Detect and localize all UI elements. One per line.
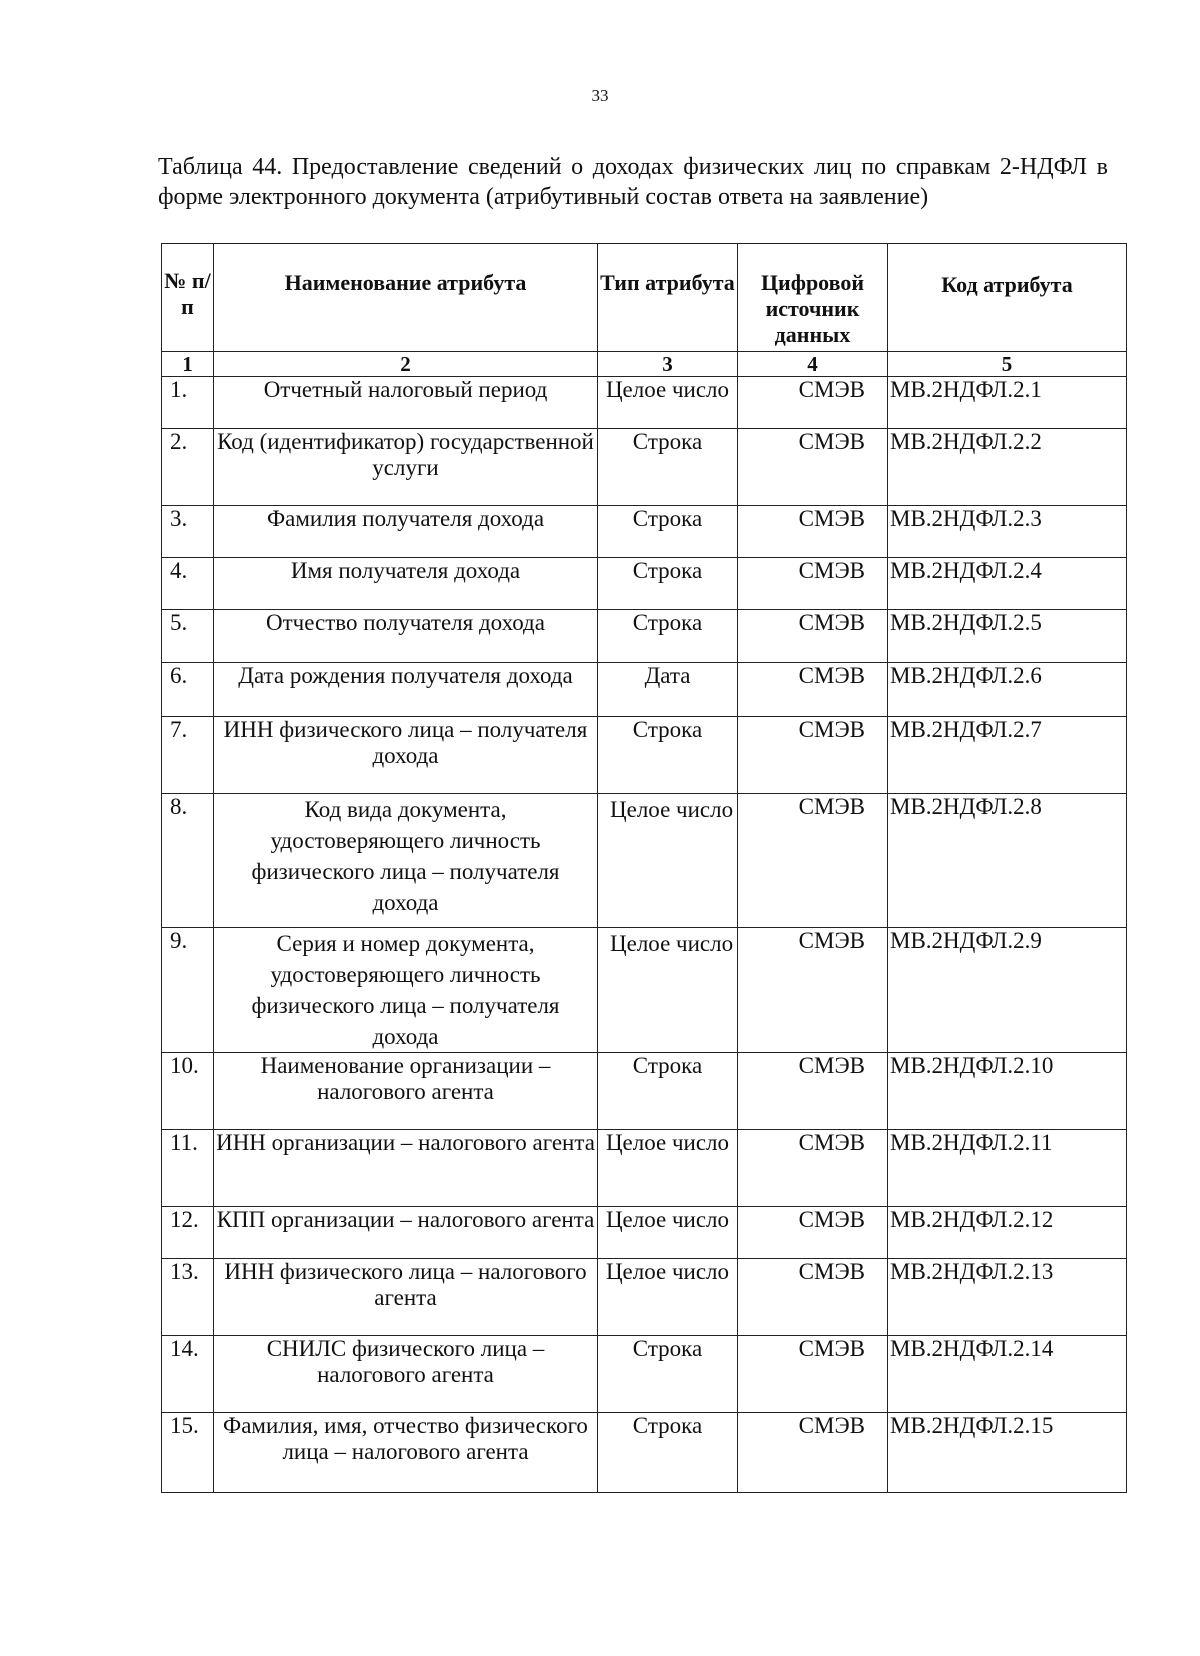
row-num: 11. bbox=[162, 1130, 214, 1207]
header-num: № п/п bbox=[162, 244, 214, 352]
row-name: ИНН физического лица – получателя дохода bbox=[214, 717, 598, 794]
column-index: 5 bbox=[888, 352, 1127, 377]
row-code: МВ.2НДФЛ.2.11 bbox=[888, 1130, 1127, 1207]
row-name: Серия и номер документа, удостоверяющего личность физического лица – получателя дохода bbox=[214, 928, 598, 1053]
row-num: 1. bbox=[162, 377, 214, 429]
row-num: 3. bbox=[162, 506, 214, 558]
table-row bbox=[162, 794, 1127, 928]
row-num: 9. bbox=[162, 928, 214, 1053]
row-source: СМЭВ bbox=[738, 377, 888, 429]
row-num: 13. bbox=[162, 1259, 214, 1336]
row-type: Дата bbox=[598, 663, 738, 717]
row-type: Целое число bbox=[598, 377, 738, 429]
column-index: 1 bbox=[162, 352, 214, 377]
row-num: 7. bbox=[162, 717, 214, 794]
row-num: 12. bbox=[162, 1207, 214, 1259]
row-source: СМЭВ bbox=[738, 1259, 888, 1336]
table-row bbox=[162, 1413, 1127, 1493]
table-row bbox=[162, 377, 1127, 429]
row-name: Дата рождения получателя дохода bbox=[214, 663, 598, 717]
table-row bbox=[162, 1207, 1127, 1259]
row-name: Фамилия получателя дохода bbox=[214, 506, 598, 558]
row-type: Строка bbox=[598, 558, 738, 610]
row-code: МВ.2НДФЛ.2.12 bbox=[888, 1207, 1127, 1259]
table-row bbox=[162, 558, 1127, 610]
row-num: 14. bbox=[162, 1336, 214, 1413]
attribute-table-container bbox=[161, 243, 1127, 1493]
page-number: 33 bbox=[591, 86, 609, 105]
table-row bbox=[162, 663, 1127, 717]
row-name: Имя получателя дохода bbox=[214, 558, 598, 610]
row-source: СМЭВ bbox=[738, 1413, 888, 1493]
row-name: КПП организации – налогового агента bbox=[214, 1207, 598, 1259]
row-source: СМЭВ bbox=[738, 1207, 888, 1259]
row-code: МВ.2НДФЛ.2.5 bbox=[888, 610, 1127, 663]
row-code: МВ.2НДФЛ.2.10 bbox=[888, 1053, 1127, 1130]
row-num: 15. bbox=[162, 1413, 214, 1493]
row-num: 10. bbox=[162, 1053, 214, 1130]
table-row bbox=[162, 610, 1127, 663]
table-row bbox=[162, 429, 1127, 506]
row-source: СМЭВ bbox=[738, 928, 888, 1053]
row-source: СМЭВ bbox=[738, 1053, 888, 1130]
row-type: Строка bbox=[598, 1053, 738, 1130]
header-name: Наименование атрибута bbox=[214, 244, 598, 352]
row-num: 8. bbox=[162, 794, 214, 928]
table-row bbox=[162, 506, 1127, 558]
row-type: Целое число bbox=[598, 1207, 738, 1259]
row-name: ИНН физического лица – налогового агента bbox=[214, 1259, 598, 1336]
row-type: Строка bbox=[598, 610, 738, 663]
table-row bbox=[162, 1053, 1127, 1130]
attribute-table bbox=[161, 243, 1127, 1493]
row-type: Строка bbox=[598, 1413, 738, 1493]
row-name: Наименование организации – налогового агента bbox=[214, 1053, 598, 1130]
row-type: Строка bbox=[598, 1336, 738, 1413]
row-code: МВ.2НДФЛ.2.9 bbox=[888, 928, 1127, 1053]
row-source: СМЭВ bbox=[738, 1130, 888, 1207]
table-row bbox=[162, 1130, 1127, 1207]
row-source: СМЭВ bbox=[738, 1336, 888, 1413]
row-name: СНИЛС физического лица – налогового агента bbox=[214, 1336, 598, 1413]
row-source: СМЭВ bbox=[738, 610, 888, 663]
row-source: СМЭВ bbox=[738, 717, 888, 794]
row-name: Отчетный налоговый период bbox=[214, 377, 598, 429]
row-code: МВ.2НДФЛ.2.4 bbox=[888, 558, 1127, 610]
column-index-row bbox=[162, 352, 1127, 377]
row-code: МВ.2НДФЛ.2.13 bbox=[888, 1259, 1127, 1336]
row-code: МВ.2НДФЛ.2.3 bbox=[888, 506, 1127, 558]
row-type: Целое число bbox=[598, 1130, 738, 1207]
row-type: Строка bbox=[598, 506, 738, 558]
row-type: Целое число bbox=[598, 1259, 738, 1336]
row-type: Целое число bbox=[598, 794, 738, 928]
row-name: ИНН организации – налогового агента bbox=[214, 1130, 598, 1207]
row-code: МВ.2НДФЛ.2.8 bbox=[888, 794, 1127, 928]
row-code: МВ.2НДФЛ.2.14 bbox=[888, 1336, 1127, 1413]
row-code: МВ.2НДФЛ.2.1 bbox=[888, 377, 1127, 429]
row-name: Код вида документа, удостоверяющего личность физического лица – получателя дохода bbox=[214, 794, 598, 928]
row-source: СМЭВ bbox=[738, 663, 888, 717]
row-source: СМЭВ bbox=[738, 794, 888, 928]
row-source: СМЭВ bbox=[738, 506, 888, 558]
row-source: СМЭВ bbox=[738, 558, 888, 610]
table-row bbox=[162, 1259, 1127, 1336]
header-row bbox=[162, 244, 1127, 352]
row-num: 2. bbox=[162, 429, 214, 506]
row-type: Целое число bbox=[598, 928, 738, 1053]
column-index: 2 bbox=[214, 352, 598, 377]
row-type: Строка bbox=[598, 717, 738, 794]
row-num: 4. bbox=[162, 558, 214, 610]
column-index: 3 bbox=[598, 352, 738, 377]
row-code: МВ.2НДФЛ.2.2 bbox=[888, 429, 1127, 506]
row-code: МВ.2НДФЛ.2.15 bbox=[888, 1413, 1127, 1493]
row-name: Код (идентификатор) государственной услуги bbox=[214, 429, 598, 506]
row-name: Отчество получателя дохода bbox=[214, 610, 598, 663]
table-row bbox=[162, 928, 1127, 1053]
header-type: Тип атрибута bbox=[598, 244, 738, 352]
row-code: МВ.2НДФЛ.2.6 bbox=[888, 663, 1127, 717]
row-code: МВ.2НДФЛ.2.7 bbox=[888, 717, 1127, 794]
table-row bbox=[162, 717, 1127, 794]
row-source: СМЭВ bbox=[738, 429, 888, 506]
row-type: Строка bbox=[598, 429, 738, 506]
row-num: 5. bbox=[162, 610, 214, 663]
header-source: Цифровой источник данных bbox=[738, 244, 888, 352]
row-name: Фамилия, имя, отчество физического лица – налогового агента bbox=[214, 1413, 598, 1493]
row-num: 6. bbox=[162, 663, 214, 717]
table-row bbox=[162, 1336, 1127, 1413]
table-caption: Таблица 44. Предоставление сведений о доходах физических лиц по справкам 2-НДФЛ в форме электронного документа (атрибутивный состав ответа на заявление) bbox=[158, 154, 1108, 210]
column-index: 4 bbox=[738, 352, 888, 377]
header-code: Код атрибута bbox=[888, 244, 1127, 352]
